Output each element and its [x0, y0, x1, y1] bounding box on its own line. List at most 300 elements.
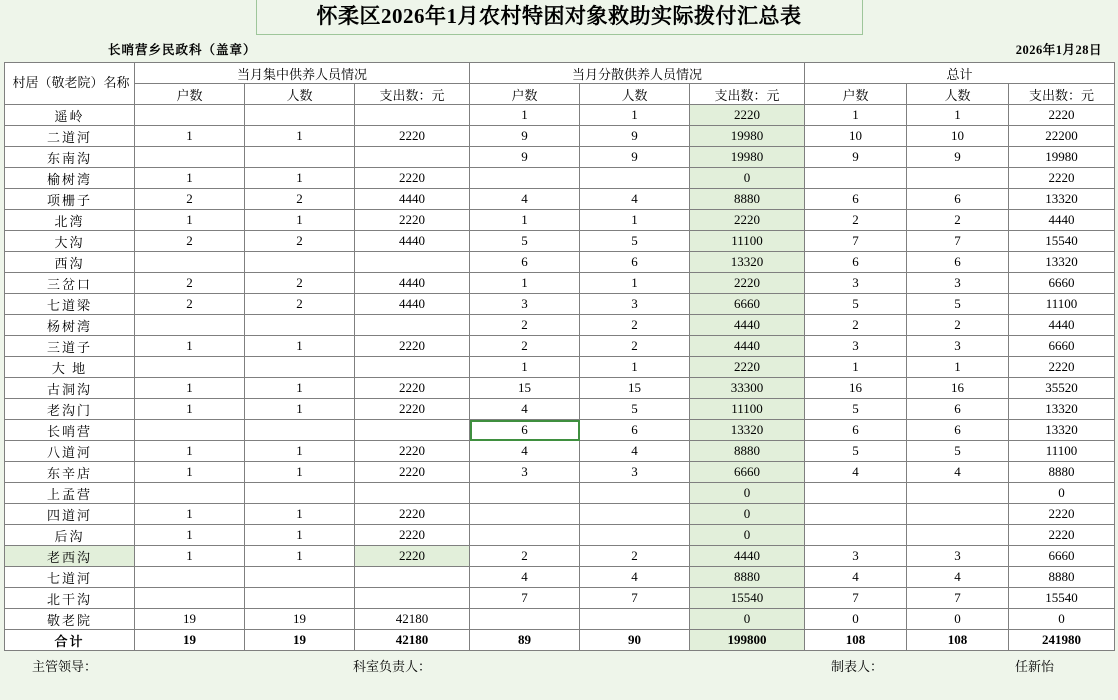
dispersed-cell[interactable]: 19980 [690, 147, 805, 168]
village-name-cell[interactable]: 八道河 [5, 441, 135, 462]
total-cell[interactable]: 3 [907, 336, 1009, 357]
dispersed-cell[interactable]: 8880 [690, 189, 805, 210]
dispersed-cell[interactable]: 89 [470, 630, 580, 651]
dispersed-cell[interactable]: 19980 [690, 126, 805, 147]
header-total-households: 户数 [805, 84, 907, 105]
village-name-cell[interactable]: 北干沟 [5, 588, 135, 609]
total-cell[interactable]: 6 [907, 399, 1009, 420]
dispersed-cell[interactable]: 90 [580, 630, 690, 651]
concentrated-cell[interactable]: 2220 [355, 126, 470, 147]
concentrated-cell[interactable] [245, 147, 355, 168]
total-cell[interactable]: 3 [805, 273, 907, 294]
village-name-cell[interactable]: 东辛店 [5, 462, 135, 483]
village-name-cell[interactable]: 项栅子 [5, 189, 135, 210]
dispersed-cell[interactable]: 5 [580, 231, 690, 252]
concentrated-cell[interactable] [245, 252, 355, 273]
dispersed-cell[interactable]: 2 [470, 336, 580, 357]
total-cell[interactable]: 7 [805, 231, 907, 252]
table-row [5, 567, 1115, 588]
dispersed-cell[interactable]: 15 [580, 378, 690, 399]
preparer-label: 制表人： [830, 658, 883, 674]
dispersed-cell[interactable] [470, 504, 580, 525]
total-cell[interactable]: 6 [907, 420, 1009, 441]
concentrated-cell[interactable]: 1 [245, 525, 355, 546]
concentrated-cell[interactable]: 4440 [355, 189, 470, 210]
dispersed-cell[interactable]: 4 [580, 567, 690, 588]
concentrated-cell[interactable] [245, 420, 355, 441]
total-cell[interactable]: 9 [805, 147, 907, 168]
concentrated-cell[interactable]: 1 [245, 126, 355, 147]
concentrated-cell[interactable]: 2220 [355, 336, 470, 357]
village-name-cell[interactable]: 杨树湾 [5, 315, 135, 336]
header-total-persons: 人数 [907, 84, 1009, 105]
total-cell[interactable]: 3 [907, 546, 1009, 567]
total-cell[interactable]: 7 [907, 231, 1009, 252]
total-cell[interactable]: 6 [907, 189, 1009, 210]
concentrated-cell[interactable]: 4440 [355, 231, 470, 252]
total-cell[interactable]: 5 [805, 294, 907, 315]
village-name-cell[interactable]: 七道梁 [5, 294, 135, 315]
dispersed-cell[interactable] [470, 483, 580, 504]
dispersed-cell[interactable]: 2 [580, 336, 690, 357]
concentrated-cell[interactable]: 1 [245, 546, 355, 567]
total-cell[interactable]: 1 [805, 357, 907, 378]
table-row [5, 525, 1115, 546]
concentrated-cell[interactable] [135, 420, 245, 441]
concentrated-cell[interactable]: 19 [135, 630, 245, 651]
table-row [5, 504, 1115, 525]
total-cell[interactable]: 16 [907, 378, 1009, 399]
village-name-cell[interactable]: 二道河 [5, 126, 135, 147]
table-row [5, 441, 1115, 462]
concentrated-cell[interactable] [135, 483, 245, 504]
concentrated-cell[interactable]: 2220 [355, 441, 470, 462]
total-cell[interactable]: 13320 [1009, 420, 1115, 441]
concentrated-cell[interactable]: 19 [135, 609, 245, 630]
table-row [5, 231, 1115, 252]
dispersed-cell[interactable] [580, 609, 690, 630]
table-row [5, 210, 1115, 231]
total-cell[interactable]: 13320 [1009, 399, 1115, 420]
dispersed-cell[interactable]: 2 [470, 546, 580, 567]
concentrated-cell[interactable]: 1 [135, 126, 245, 147]
total-cell[interactable]: 6660 [1009, 273, 1115, 294]
dispersed-cell[interactable]: 1 [470, 357, 580, 378]
concentrated-cell[interactable] [245, 567, 355, 588]
total-cell[interactable]: 3 [907, 273, 1009, 294]
concentrated-cell[interactable] [355, 567, 470, 588]
dispersed-cell[interactable]: 33300 [690, 378, 805, 399]
dispersed-cell[interactable]: 6 [580, 252, 690, 273]
concentrated-cell[interactable]: 42180 [355, 630, 470, 651]
total-cell[interactable]: 13320 [1009, 252, 1115, 273]
total-cell[interactable]: 10 [907, 126, 1009, 147]
concentrated-cell[interactable]: 19 [245, 630, 355, 651]
dispersed-cell[interactable]: 6 [470, 420, 580, 441]
dispersed-cell[interactable] [470, 609, 580, 630]
concentrated-cell[interactable]: 1 [135, 378, 245, 399]
village-name-cell[interactable]: 七道河 [5, 567, 135, 588]
table-row [5, 336, 1115, 357]
concentrated-cell[interactable]: 2 [245, 189, 355, 210]
dispersed-cell[interactable]: 4440 [690, 546, 805, 567]
dispersed-cell[interactable]: 1 [580, 105, 690, 126]
total-cell[interactable]: 7 [805, 588, 907, 609]
dispersed-cell[interactable]: 1 [580, 210, 690, 231]
dispersed-cell[interactable]: 6660 [690, 462, 805, 483]
total-cell[interactable]: 4 [907, 462, 1009, 483]
dispersed-cell[interactable]: 15540 [690, 588, 805, 609]
dispersed-cell[interactable]: 4 [470, 441, 580, 462]
total-cell[interactable]: 0 [907, 609, 1009, 630]
dispersed-cell[interactable]: 9 [470, 147, 580, 168]
header-concentrated-households: 户数 [135, 84, 245, 105]
concentrated-cell[interactable] [135, 315, 245, 336]
concentrated-cell[interactable] [355, 105, 470, 126]
concentrated-cell[interactable] [135, 567, 245, 588]
concentrated-cell[interactable]: 1 [135, 525, 245, 546]
total-cell[interactable]: 0 [1009, 609, 1115, 630]
dispersed-cell[interactable]: 2220 [690, 357, 805, 378]
total-cell[interactable]: 9 [907, 147, 1009, 168]
header-total-amount: 支出数：元 [1009, 84, 1115, 105]
concentrated-cell[interactable] [355, 252, 470, 273]
preparer-name: 任新怡 [1014, 658, 1054, 674]
concentrated-cell[interactable]: 2220 [355, 378, 470, 399]
concentrated-cell[interactable]: 2 [245, 273, 355, 294]
table-row [5, 168, 1115, 189]
total-cell[interactable]: 0 [1009, 483, 1115, 504]
dispersed-cell[interactable] [580, 483, 690, 504]
total-cell[interactable]: 5 [805, 399, 907, 420]
total-cell[interactable]: 4 [805, 462, 907, 483]
dispersed-cell[interactable]: 0 [690, 525, 805, 546]
total-cell[interactable]: 6 [805, 252, 907, 273]
table-body [5, 105, 1115, 651]
total-cell[interactable]: 16 [805, 378, 907, 399]
concentrated-cell[interactable] [355, 147, 470, 168]
total-cell[interactable]: 15540 [1009, 231, 1115, 252]
concentrated-cell[interactable]: 42180 [355, 609, 470, 630]
table-row [5, 357, 1115, 378]
concentrated-cell[interactable]: 2 [245, 231, 355, 252]
dispersed-cell[interactable]: 7 [470, 588, 580, 609]
dispersed-cell[interactable]: 2220 [690, 105, 805, 126]
concentrated-cell[interactable]: 1 [245, 399, 355, 420]
dispersed-cell[interactable]: 1 [470, 273, 580, 294]
total-cell[interactable]: 108 [805, 630, 907, 651]
concentrated-cell[interactable] [355, 420, 470, 441]
supervisor-label: 主管领导： [32, 658, 98, 674]
total-cell[interactable]: 4 [805, 567, 907, 588]
total-cell[interactable] [907, 483, 1009, 504]
dispersed-cell[interactable]: 4440 [690, 315, 805, 336]
concentrated-cell[interactable]: 1 [245, 168, 355, 189]
total-cell[interactable] [805, 525, 907, 546]
total-cell[interactable]: 1 [907, 105, 1009, 126]
dispersed-cell[interactable]: 3 [470, 462, 580, 483]
summary-table [4, 62, 1115, 651]
dispersed-cell[interactable]: 3 [580, 462, 690, 483]
total-cell[interactable]: 6 [805, 189, 907, 210]
village-name-cell[interactable]: 古洞沟 [5, 378, 135, 399]
dispersed-cell[interactable] [580, 168, 690, 189]
dispersed-cell[interactable]: 3 [470, 294, 580, 315]
concentrated-cell[interactable] [355, 483, 470, 504]
concentrated-cell[interactable] [135, 588, 245, 609]
village-name-cell[interactable]: 东南沟 [5, 147, 135, 168]
concentrated-cell[interactable]: 2 [135, 273, 245, 294]
header-dispersed-households: 户数 [470, 84, 580, 105]
dispersed-cell[interactable]: 9 [470, 126, 580, 147]
total-cell[interactable]: 19980 [1009, 147, 1115, 168]
dispersed-cell[interactable]: 11100 [690, 231, 805, 252]
table-row [5, 609, 1115, 630]
village-name-cell[interactable]: 北湾 [5, 210, 135, 231]
header-concentrated-persons: 人数 [245, 84, 355, 105]
dispersed-cell[interactable]: 9 [580, 126, 690, 147]
dispersed-cell[interactable]: 11100 [690, 399, 805, 420]
village-name-cell[interactable]: 遥岭 [5, 105, 135, 126]
total-cell[interactable]: 11100 [1009, 294, 1115, 315]
total-cell[interactable]: 5 [907, 294, 1009, 315]
village-name-cell[interactable]: 后沟 [5, 525, 135, 546]
table-row [5, 189, 1115, 210]
concentrated-cell[interactable]: 2220 [355, 504, 470, 525]
total-cell[interactable]: 3 [805, 336, 907, 357]
concentrated-cell[interactable]: 1 [135, 210, 245, 231]
concentrated-cell[interactable] [355, 315, 470, 336]
concentrated-cell[interactable]: 2220 [355, 525, 470, 546]
village-name-cell[interactable]: 上孟营 [5, 483, 135, 504]
concentrated-cell[interactable]: 2220 [355, 168, 470, 189]
total-cell[interactable] [907, 168, 1009, 189]
concentrated-cell[interactable]: 1 [135, 336, 245, 357]
concentrated-cell[interactable]: 2 [135, 294, 245, 315]
village-name-cell[interactable]: 老西沟 [5, 546, 135, 567]
dispersed-cell[interactable]: 2220 [690, 210, 805, 231]
total-cell[interactable]: 4 [907, 567, 1009, 588]
table-row [5, 273, 1115, 294]
dispersed-cell[interactable]: 8880 [690, 567, 805, 588]
dispersed-cell[interactable] [580, 504, 690, 525]
title-row [0, 0, 1118, 36]
concentrated-cell[interactable] [135, 357, 245, 378]
total-cell[interactable]: 2 [907, 210, 1009, 231]
dispersed-cell[interactable]: 1 [470, 105, 580, 126]
concentrated-cell[interactable]: 4440 [355, 294, 470, 315]
subheader-row [0, 36, 1118, 62]
table-row [5, 294, 1115, 315]
concentrated-cell[interactable]: 1 [135, 504, 245, 525]
concentrated-cell[interactable]: 2220 [355, 462, 470, 483]
table-row [5, 399, 1115, 420]
dispersed-cell[interactable] [580, 525, 690, 546]
concentrated-cell[interactable]: 2 [245, 294, 355, 315]
total-cell[interactable]: 10 [805, 126, 907, 147]
dispersed-cell[interactable] [470, 525, 580, 546]
dispersed-cell[interactable]: 0 [690, 504, 805, 525]
dispersed-cell[interactable]: 13320 [690, 420, 805, 441]
village-name-cell[interactable]: 三岔口 [5, 273, 135, 294]
concentrated-cell[interactable]: 2220 [355, 546, 470, 567]
total-cell[interactable]: 108 [907, 630, 1009, 651]
dispersed-cell[interactable]: 5 [470, 231, 580, 252]
dispersed-cell[interactable]: 2220 [690, 273, 805, 294]
concentrated-cell[interactable]: 1 [135, 462, 245, 483]
total-cell[interactable]: 1 [805, 105, 907, 126]
dispersed-cell[interactable]: 6 [470, 252, 580, 273]
total-cell[interactable]: 241980 [1009, 630, 1115, 651]
village-name-cell[interactable]: 四道河 [5, 504, 135, 525]
village-name-cell[interactable]: 大 地 [5, 357, 135, 378]
table-row [5, 378, 1115, 399]
total-cell[interactable]: 13320 [1009, 189, 1115, 210]
total-cell[interactable]: 2220 [1009, 357, 1115, 378]
village-name-cell[interactable]: 合计 [5, 630, 135, 651]
header-dispersed-amount: 支出数：元 [690, 84, 805, 105]
dispersed-cell[interactable]: 7 [580, 588, 690, 609]
table-header-group-row [5, 63, 1115, 84]
dispersed-cell[interactable]: 6660 [690, 294, 805, 315]
dispersed-cell[interactable]: 4 [470, 189, 580, 210]
total-cell[interactable] [805, 168, 907, 189]
concentrated-cell[interactable] [355, 588, 470, 609]
concentrated-cell[interactable]: 1 [135, 168, 245, 189]
dispersed-cell[interactable]: 5 [580, 399, 690, 420]
village-name-cell[interactable]: 老沟门 [5, 399, 135, 420]
concentrated-cell[interactable]: 2 [135, 231, 245, 252]
page-title: 怀柔区2026年1月农村特困对象救助实际拨付汇总表 [256, 0, 863, 35]
dispersed-cell[interactable]: 15 [470, 378, 580, 399]
total-cell[interactable]: 2220 [1009, 504, 1115, 525]
total-cell[interactable]: 6660 [1009, 546, 1115, 567]
concentrated-cell[interactable]: 2220 [355, 210, 470, 231]
dispersed-cell[interactable]: 13320 [690, 252, 805, 273]
village-name-cell[interactable]: 长哨营 [5, 420, 135, 441]
concentrated-cell[interactable]: 2 [135, 189, 245, 210]
footer-row [0, 651, 1118, 679]
dispersed-cell[interactable]: 2 [470, 315, 580, 336]
total-cell[interactable]: 35520 [1009, 378, 1115, 399]
total-cell[interactable]: 2220 [1009, 525, 1115, 546]
total-cell[interactable]: 15540 [1009, 588, 1115, 609]
total-cell[interactable]: 4440 [1009, 315, 1115, 336]
table-row [5, 105, 1115, 126]
dispersed-cell[interactable]: 3 [580, 294, 690, 315]
total-cell[interactable]: 2 [907, 315, 1009, 336]
concentrated-cell[interactable]: 1 [245, 504, 355, 525]
total-cell[interactable]: 0 [805, 609, 907, 630]
total-cell[interactable]: 2220 [1009, 168, 1115, 189]
concentrated-cell[interactable]: 1 [245, 441, 355, 462]
total-cell[interactable] [805, 504, 907, 525]
concentrated-cell[interactable] [135, 147, 245, 168]
total-cell[interactable]: 6 [805, 420, 907, 441]
total-cell[interactable]: 1 [907, 357, 1009, 378]
total-cell[interactable]: 6 [907, 252, 1009, 273]
header-group-total: 总计 [805, 63, 1115, 84]
concentrated-cell[interactable] [245, 483, 355, 504]
dispersed-cell[interactable]: 2 [580, 546, 690, 567]
total-cell[interactable]: 5 [907, 441, 1009, 462]
total-cell[interactable]: 2 [805, 315, 907, 336]
total-cell[interactable]: 6660 [1009, 336, 1115, 357]
total-cell[interactable] [805, 483, 907, 504]
dispersed-cell[interactable]: 0 [690, 168, 805, 189]
village-name-cell[interactable]: 三道子 [5, 336, 135, 357]
dispersed-cell[interactable]: 1 [580, 357, 690, 378]
concentrated-cell[interactable]: 1 [245, 378, 355, 399]
dispersed-cell[interactable]: 6 [580, 420, 690, 441]
village-name-cell[interactable]: 榆树湾 [5, 168, 135, 189]
village-name-cell[interactable]: 西沟 [5, 252, 135, 273]
table-row [5, 420, 1115, 441]
total-cell[interactable]: 8880 [1009, 462, 1115, 483]
concentrated-cell[interactable] [245, 357, 355, 378]
dispersed-cell[interactable]: 8880 [690, 441, 805, 462]
concentrated-cell[interactable]: 1 [135, 546, 245, 567]
total-cell[interactable]: 3 [805, 546, 907, 567]
concentrated-cell[interactable]: 1 [135, 441, 245, 462]
dispersed-cell[interactable] [470, 168, 580, 189]
total-cell[interactable]: 5 [805, 441, 907, 462]
dispersed-cell[interactable]: 4 [580, 441, 690, 462]
dispersed-cell[interactable]: 4440 [690, 336, 805, 357]
concentrated-cell[interactable] [135, 252, 245, 273]
concentrated-cell[interactable]: 1 [135, 399, 245, 420]
dispersed-cell[interactable]: 4 [580, 189, 690, 210]
village-name-cell[interactable]: 大沟 [5, 231, 135, 252]
total-cell[interactable]: 22200 [1009, 126, 1115, 147]
total-cell[interactable]: 8880 [1009, 567, 1115, 588]
total-cell[interactable]: 4440 [1009, 210, 1115, 231]
concentrated-cell[interactable] [355, 357, 470, 378]
dispersed-cell[interactable]: 4 [470, 399, 580, 420]
dispersed-cell[interactable]: 2 [580, 315, 690, 336]
concentrated-cell[interactable]: 1 [245, 462, 355, 483]
concentrated-cell[interactable]: 4440 [355, 273, 470, 294]
total-cell[interactable] [907, 504, 1009, 525]
dispersed-cell[interactable]: 0 [690, 483, 805, 504]
total-cell[interactable] [907, 525, 1009, 546]
dispersed-cell[interactable]: 0 [690, 609, 805, 630]
table-row [5, 147, 1115, 168]
total-cell[interactable]: 2220 [1009, 105, 1115, 126]
concentrated-cell[interactable]: 19 [245, 609, 355, 630]
table-row [5, 315, 1115, 336]
dispersed-cell[interactable]: 9 [580, 147, 690, 168]
dispersed-cell[interactable]: 1 [470, 210, 580, 231]
total-cell[interactable]: 11100 [1009, 441, 1115, 462]
concentrated-cell[interactable] [245, 588, 355, 609]
concentrated-cell[interactable]: 1 [245, 336, 355, 357]
concentrated-cell[interactable] [245, 315, 355, 336]
concentrated-cell[interactable]: 1 [245, 210, 355, 231]
concentrated-cell[interactable]: 2220 [355, 399, 470, 420]
table-row [5, 588, 1115, 609]
table-row [5, 126, 1115, 147]
total-cell[interactable]: 7 [907, 588, 1009, 609]
dispersed-cell[interactable]: 199800 [690, 630, 805, 651]
village-name-cell[interactable]: 敬老院 [5, 609, 135, 630]
total-cell[interactable]: 2 [805, 210, 907, 231]
concentrated-cell[interactable] [245, 105, 355, 126]
dispersed-cell[interactable]: 4 [470, 567, 580, 588]
concentrated-cell[interactable] [135, 105, 245, 126]
dispersed-cell[interactable]: 1 [580, 273, 690, 294]
header-village: 村居（敬老院）名称 [5, 63, 135, 105]
